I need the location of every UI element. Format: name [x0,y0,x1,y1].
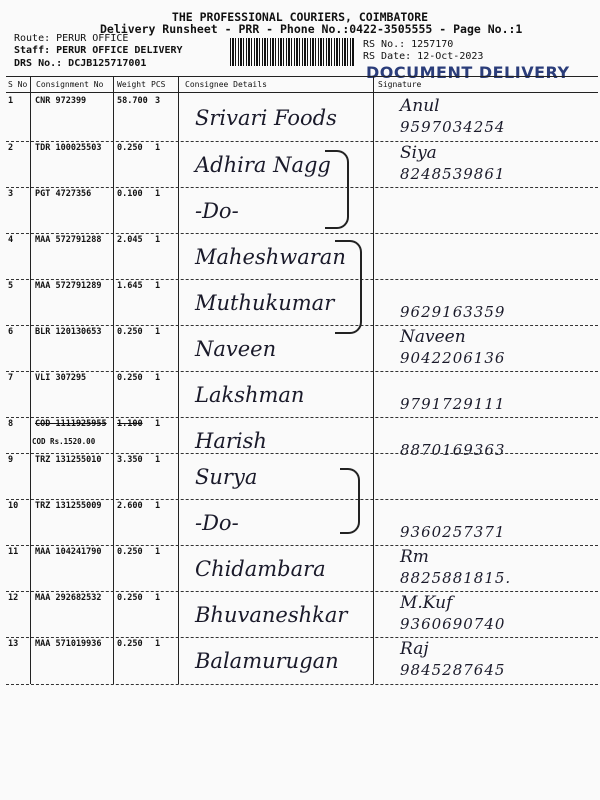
row-pcs: 3 [155,96,161,106]
row-phone-handwriting: 8248539861 [400,165,506,183]
row-sno: 3 [8,189,14,199]
row-phone-handwriting: 9360257371 [400,523,506,541]
row-consignment-no: BLR 120130653 [35,327,102,337]
row-consignee-handwriting: Balamurugan [195,649,339,673]
row-separator [6,279,598,280]
row-separator [6,233,598,234]
column-header-sno: S No [8,80,28,89]
handwritten-bracket [335,240,362,334]
row-consignment-no: MAA 104241790 [35,547,102,557]
column-divider [373,76,374,684]
route-label: Route: PERUR OFFICE [14,33,129,44]
barcode [230,38,355,66]
row-consignee-handwriting: -Do- [195,199,239,223]
row-sno: 12 [8,593,19,603]
column-header-weight: Weight [117,80,146,89]
row-separator [6,545,598,546]
row-consignee-handwriting: Maheshwaran [195,245,346,269]
handwritten-bracket [325,150,349,229]
column-header-pcs: PCS [151,80,166,89]
row-consignment-no: PGT 4727356 [35,189,92,199]
row-pcs: 1 [155,327,161,337]
row-consignee-handwriting: Chidambara [195,557,326,581]
row-signature-handwriting: Naveen [400,327,466,347]
row-phone-handwriting: 9845287645 [400,661,506,679]
row-signature-handwriting: Rm [400,547,429,567]
row-pcs: 1 [155,547,161,557]
row-sno: 1 [8,96,14,106]
row-pcs: 1 [155,143,161,153]
row-consignee-handwriting: Bhuvaneshkar [195,603,348,627]
row-consignee-handwriting: Muthukumar [195,291,335,315]
row-pcs: 1 [155,419,161,429]
document-title: THE PROFESSIONAL COURIERS, COIMBATORE [171,10,429,24]
row-sno: 2 [8,143,14,153]
row-cod-amount: COD Rs.1520.00 [32,437,96,446]
row-weight: 0.100 [117,189,143,199]
row-weight: 58.700 [117,96,148,106]
staff-label: Staff: PERUR OFFICE DELIVERY [14,45,183,56]
row-sno: 9 [8,455,14,465]
table-top-border [6,76,598,77]
row-separator [6,591,598,592]
column-divider [113,76,114,684]
row-phone-handwriting: 9042206136 [400,349,506,367]
row-sno: 5 [8,281,14,291]
row-separator [6,417,598,418]
row-pcs: 1 [155,281,161,291]
row-sno: 13 [8,639,19,649]
row-pcs: 1 [155,593,161,603]
column-divider [178,76,179,684]
row-consignment-no: MAA 572791288 [35,235,102,245]
row-weight: 0.250 [117,143,143,153]
row-consignee-handwriting: Naveen [195,337,277,361]
row-phone-handwriting: 9360690740 [400,615,506,633]
row-consignment-no: CNR 972399 [35,96,87,106]
row-weight: 0.250 [117,547,143,557]
row-weight: 0.250 [117,593,143,603]
row-consignee-handwriting: Srivari Foods [195,106,337,130]
row-separator [6,141,598,142]
row-consignment-no: COD 1111925955 [35,419,107,429]
row-separator [6,371,598,372]
row-consignee-handwriting: Adhira Nagg [195,153,331,177]
table-header-border [6,92,598,93]
row-consignment-no: TRZ 131255009 [35,501,102,511]
row-phone-handwriting: 8825881815. [400,569,512,587]
row-consignment-no: VLI 307295 [35,373,87,383]
row-separator [6,453,598,454]
row-pcs: 1 [155,373,161,383]
row-separator [6,187,598,188]
row-consignment-no: MAA 571019936 [35,639,102,649]
row-consignee-handwriting: Surya [195,465,258,489]
row-phone-handwriting: 9791729111 [400,395,506,413]
row-weight: 0.250 [117,639,143,649]
row-signature-handwriting: Anul [400,96,440,116]
row-sno: 6 [8,327,14,337]
row-consignment-no: TDR 100025503 [35,143,102,153]
row-consignee-handwriting: Harish [195,429,267,453]
row-consignee-handwriting: Lakshman [195,383,305,407]
row-pcs: 1 [155,639,161,649]
row-weight: 2.045 [117,235,143,245]
row-sno: 4 [8,235,14,245]
handwritten-bracket [340,468,360,534]
column-header-signature: Signature [378,80,422,89]
row-signature-handwriting: Raj [400,639,429,659]
row-separator [6,637,598,638]
row-phone-handwriting: 9597034254 [400,118,506,136]
row-weight: 0.250 [117,327,143,337]
row-weight: 2.600 [117,501,143,511]
drs-number: DRS No.: DCJB125717001 [14,58,147,69]
row-separator [6,325,598,326]
rs-number: RS No.: 1257170 [363,39,454,50]
row-pcs: 1 [155,235,161,245]
row-sno: 10 [8,501,19,511]
row-weight: 0.250 [117,373,143,383]
row-consignment-no: MAA 572791289 [35,281,102,291]
row-consignment-no: MAA 292682532 [35,593,102,603]
row-sno: 7 [8,373,14,383]
runsheet-subtitle: Delivery Runsheet - PRR - Phone No.:0422-3505555 - Page No.:1 [100,22,523,36]
row-pcs: 1 [155,189,161,199]
row-consignment-no: TRZ 131255010 [35,455,102,465]
row-phone-handwriting: 8870169363 [400,441,506,459]
row-pcs: 1 [155,501,161,511]
column-header-consignment: Consignment No [36,80,104,89]
row-weight: 1.645 [117,281,143,291]
column-header-consignee: Consignee Details [185,80,267,89]
row-signature-handwriting: Siya [400,143,437,163]
row-sno: 8 [8,419,14,429]
row-separator [6,499,598,500]
row-phone-handwriting: 9629163359 [400,303,506,321]
row-separator [6,684,598,685]
document-delivery-stamp: DOCUMENT DELIVERY [366,63,570,82]
row-weight: 3.350 [117,455,143,465]
row-sno: 11 [8,547,19,557]
row-consignee-handwriting: -Do- [195,511,239,535]
column-divider [30,76,31,684]
row-signature-handwriting: M.Kuf [400,593,453,613]
row-pcs: 1 [155,455,161,465]
row-weight: 1.100 [117,419,143,429]
rs-date: RS Date: 12-Oct-2023 [363,51,484,62]
